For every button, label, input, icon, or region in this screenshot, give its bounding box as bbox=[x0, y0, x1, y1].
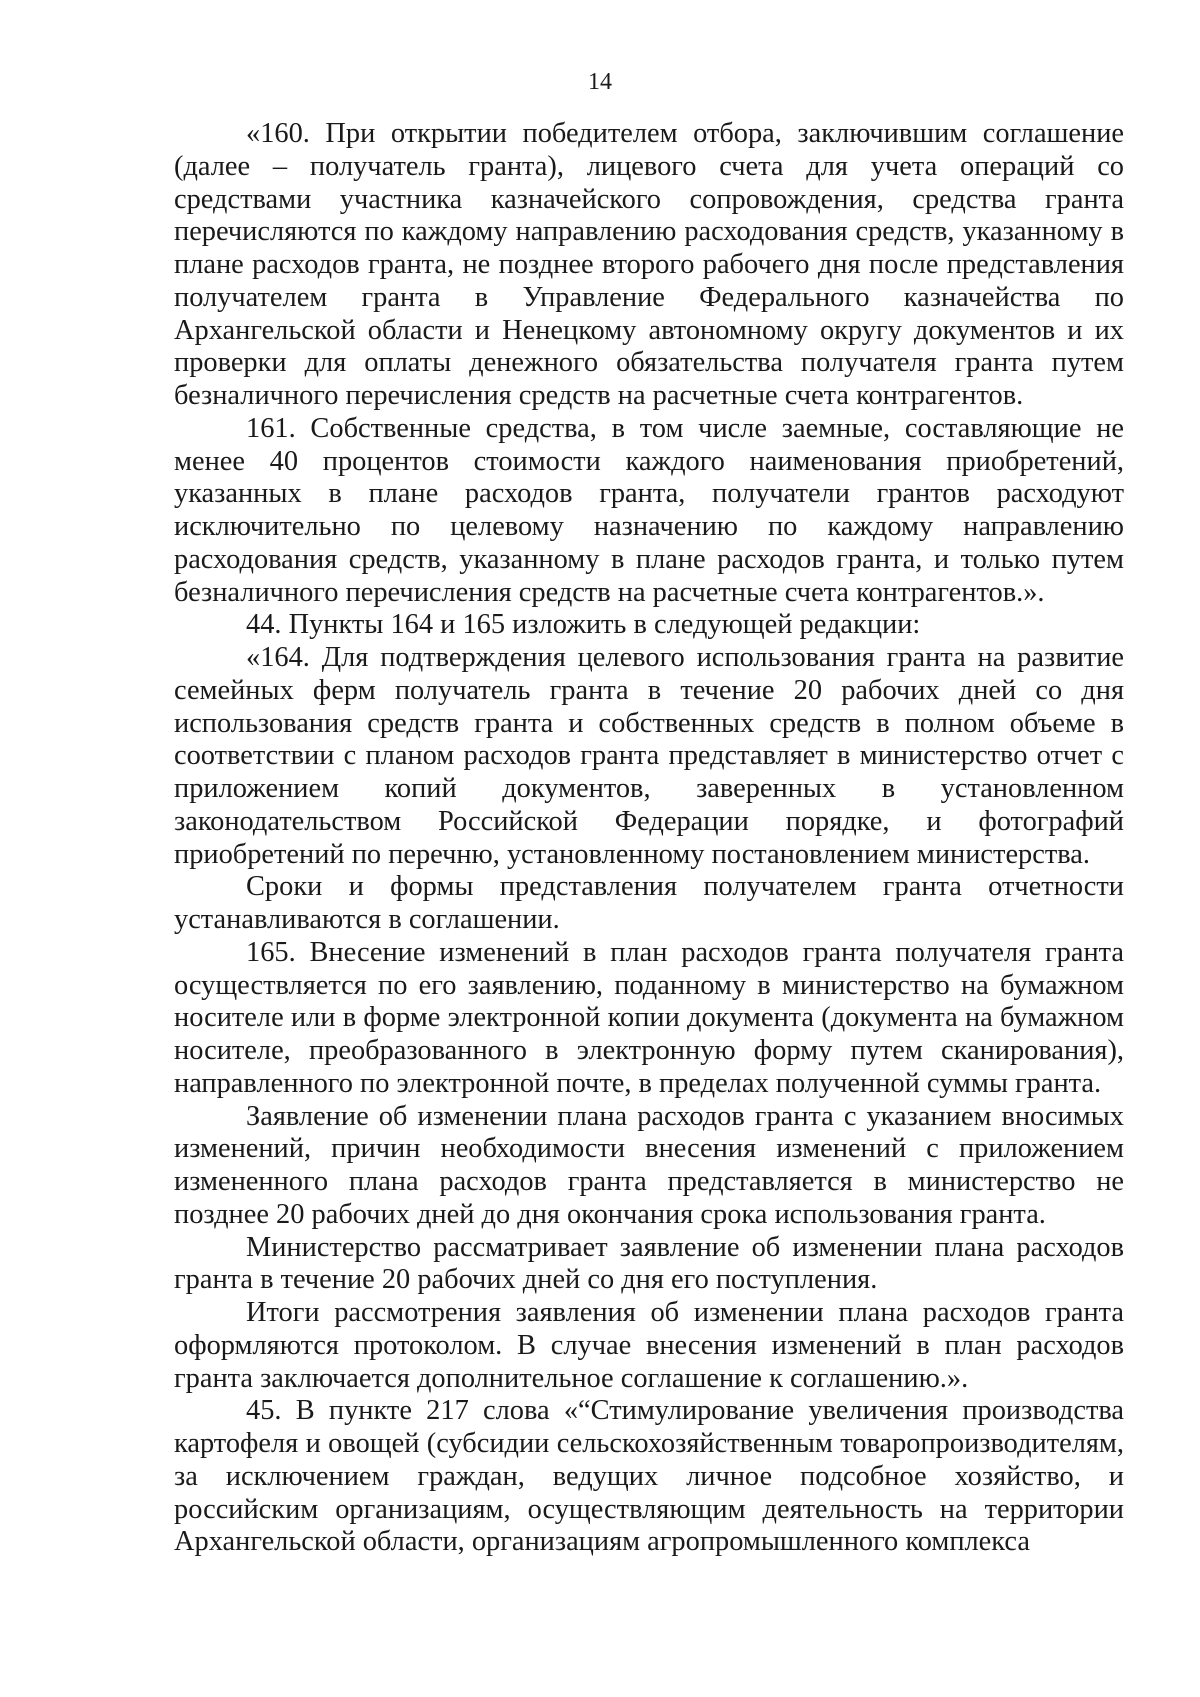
paragraph-item-44: 44. Пункты 164 и 165 изложить в следующей редакции: bbox=[246, 609, 921, 641]
paragraph-160: «160. При открытии победителем отбора, заключившим соглашение (далее – получатель гранта), лицевого счета для учета операций со средствами участника казначейского сопровождения, средства гранта перечисляются по каждому направлению расходования средств, указанному в плане расходов гранта, не позднее второго рабочего дня после представления получателем гранта в Управление Федерального казначейства по Архангельской области и Ненецкому автономному округу документов и их проверки для оплаты денежного обязательства получателя гранта путем безналичного перечисления средств на расчетные счета контрагентов. bbox=[174, 118, 1124, 411]
paragraph-reporting-terms: Сроки и формы представления получателем гранта отчетности устанавливаются в соглашении. bbox=[174, 871, 1124, 935]
paragraph-165: 165. Внесение изменений в план расходов гранта получателя гранта осуществляется по его заявлению, поданному в министерство на бумажном носителе или в форме электронной копии документа (документа на бумажном носителе, преобразованного в электронную форму путем сканирования), направленного по электронной почте, в пределах полученной суммы гранта. bbox=[174, 936, 1124, 1099]
paragraph-164: «164. Для подтверждения целевого использования гранта на развитие семейных ферм получатель гранта в течение 20 рабочих дней со дня использования средств гранта и собственных средств в полном объеме в соответствии с планом расходов гранта представляет в министерство отчет с приложением копий документов, заверенных в установленном законодательством Российской Федерации порядке, и фотографий приобретений по перечню, установленному постановлением министерства. bbox=[174, 642, 1124, 870]
document-body bbox=[174, 118, 1124, 1559]
paragraph-review-results: Итоги рассмотрения заявления об изменении плана расходов гранта оформляются протоколом. В случае внесения изменений в план расходов гранта заключается дополнительное соглашение к соглашению.». bbox=[174, 1297, 1124, 1394]
paragraph-161: 161. Собственные средства, в том числе заемные, составляющие не менее 40 процентов стоимости каждого наименования приобретений, указанных в плане расходов гранта, получатели грантов расходуют исключительно по целевому назначению по каждому направлению расходования средств, указанному в плане расходов гранта, и только путем безналичного перечисления средств на расчетные счета контрагентов.». bbox=[174, 412, 1124, 608]
paragraph-change-application: Заявление об изменении плана расходов гранта с указанием вносимых изменений, причин необходимости внесения изменений с приложением измененного плана расходов гранта представляется в министерство не позднее 20 рабочих дней до дня окончания срока использования гранта. bbox=[174, 1100, 1124, 1230]
page-number: 14 bbox=[588, 69, 612, 95]
paragraph-ministry-review: Министерство рассматривает заявление об изменении плана расходов гранта в течение 20 рабочих дней со дня его поступления. bbox=[174, 1231, 1124, 1296]
paragraph-item-45: 45. В пункте 217 слова «“Стимулирование увеличения производства картофеля и овощей (субсидии сельскохозяйственным товаропроизводителям, за исключением граждан, ведущих личное подсобное хозяйство, и российским организациям, осуществляющим деятельность на территории Архангельской области, организациям агропромышленного комплекса bbox=[174, 1395, 1124, 1558]
